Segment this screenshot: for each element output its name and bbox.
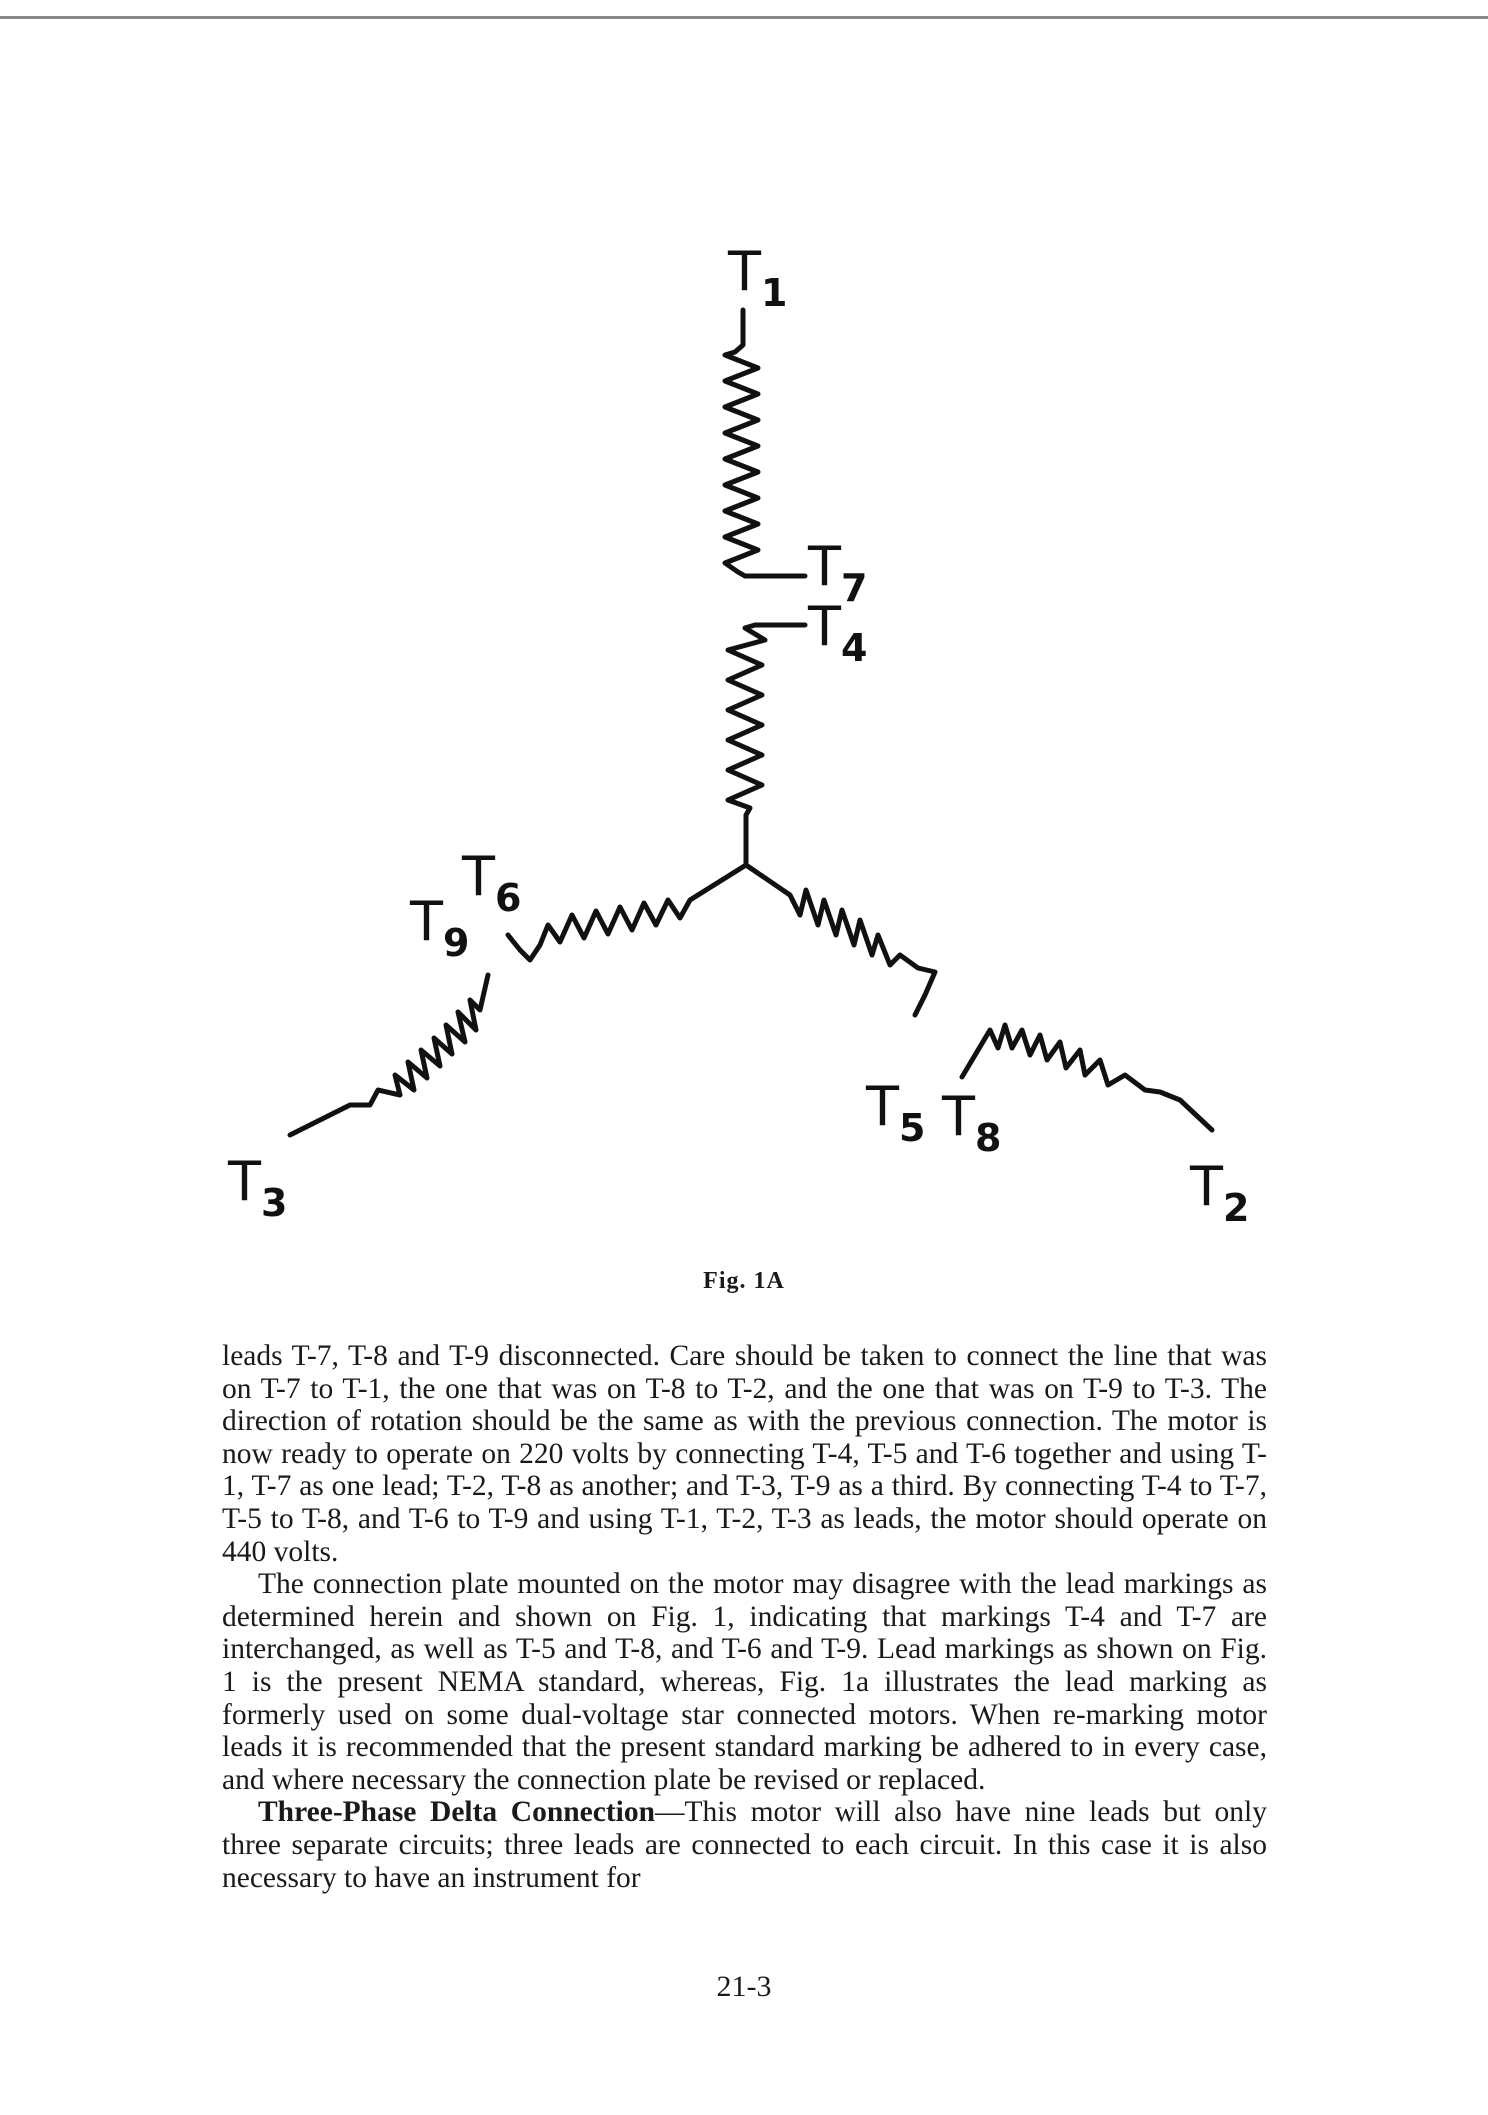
section-heading-delta: Three-Phase Delta Connection xyxy=(258,1796,656,1829)
label-t7: $T_7$ xyxy=(808,535,868,610)
coil-t8-t2 xyxy=(962,1025,1212,1130)
coil-t9-t3 xyxy=(290,975,488,1135)
coil-center-t5 xyxy=(746,865,935,1015)
coil-t1-t7 xyxy=(725,310,805,576)
label-t6: $T_6$ xyxy=(462,845,522,920)
label-t5: $T_5$ xyxy=(866,1075,926,1150)
paragraph-1: leads T-7, T-8 and T-9 disconnected. Care should be taken to connect the line that was on T-7 to T-1, the one that was on T-8 to T-2, and the one that was on T-9 to T-3. The direction of rotation should be the same as with the previous connection. The motor is now ready to operate on 220 volts by connecting T-4, T-5 and T-6 together and using T-1, T-7 as one lead; T-2, T-8 as another; and T-3, T-9 as a third. By connecting T-4 to T-7, T-5 to T-8, and T-6 to T-9 and using T-1, T-2, T-3 as leads, the motor should operate on 440 volts. xyxy=(222,1340,1267,1568)
figure-caption: Fig. 1A xyxy=(703,1268,785,1294)
label-t3: $T_3$ xyxy=(228,1150,288,1225)
label-t1: $T_1$ xyxy=(728,240,788,315)
coil-center-t6 xyxy=(508,865,746,960)
page-number: 21-3 xyxy=(716,1970,772,2003)
coil-t4-center xyxy=(728,625,805,865)
label-t8: $T_8$ xyxy=(942,1085,1002,1160)
label-t2: $T_2$ xyxy=(1190,1155,1250,1230)
paragraph-3-text: —This motor will also have nine leads but only three separate circuits; three leads are connected to each circuit. In this case it is also necessary to have an instrument for xyxy=(222,1796,1267,1894)
paragraph-2: The connection plate mounted on the motor may disagree with the lead markings as determined herein and shown on Fig. 1, indicating that markings T-4 and T-7 are interchanged, as well as T-5 and T-8, and T-6 and T-9. Lead markings as shown on Fig. 1 is the present NEMA standard, whereas, Fig. 1a illustrates the lead marking as formerly used on some dual-voltage star connected motors. When re-marking motor leads it is recommended that the present standard marking be adhered to in every case, and where necessary the connection plate be revised or replaced. xyxy=(222,1568,1267,1796)
label-t9: $T_9$ xyxy=(410,890,470,965)
label-t4: $T_4$ xyxy=(808,595,868,670)
paragraph-3 xyxy=(222,1796,1267,1894)
body-text xyxy=(222,1340,1267,1894)
